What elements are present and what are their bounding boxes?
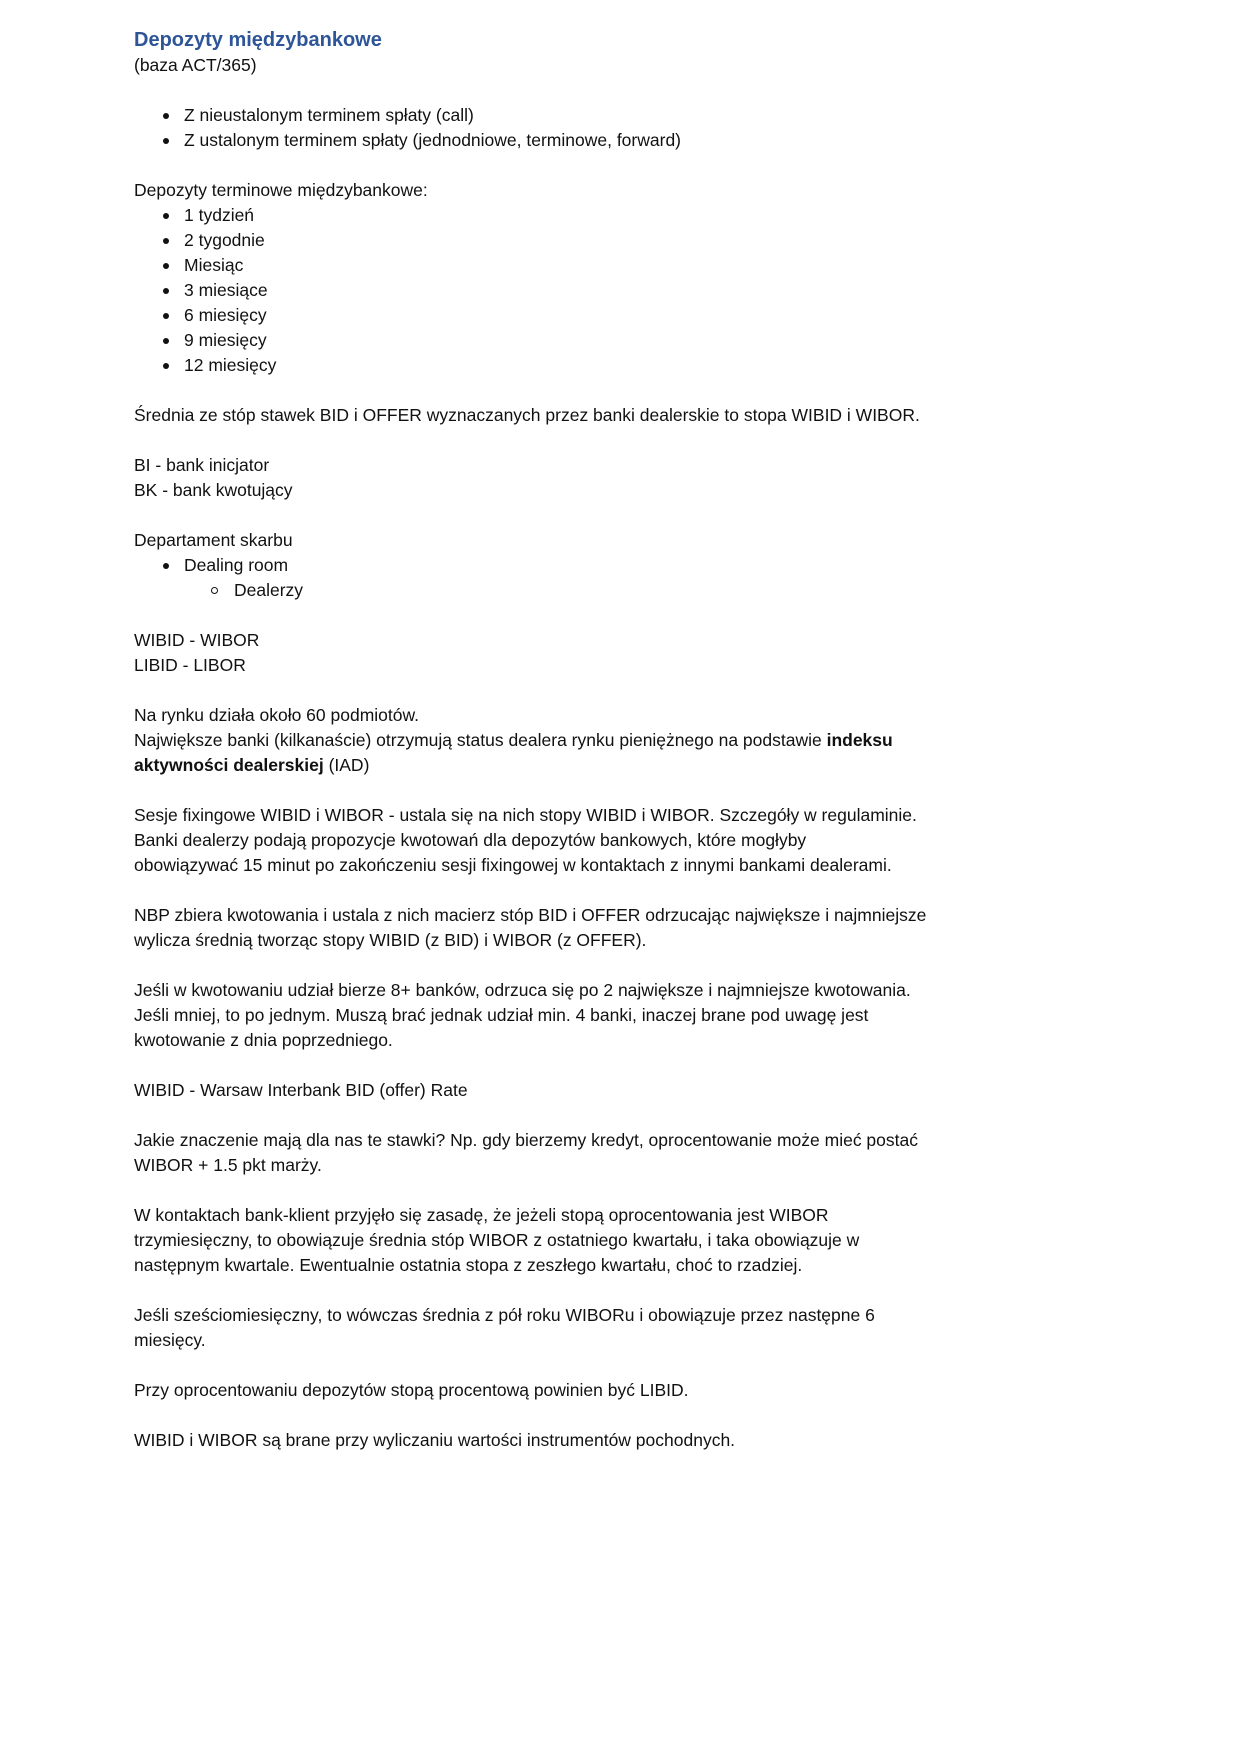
paragraph: Jeśli w kwotowaniu udział bierze 8+ banków, odrzuca się po 2 największe i najmniejsze kwotowania. [134,980,911,1000]
list-item: 9 miesięcy [134,328,1242,353]
paragraph: Przy oprocentowaniu depozytów stopą procentową powinien być LIBID. [134,1380,689,1400]
list-item: Miesiąc [134,253,1242,278]
paragraph: WIBID i WIBOR są brane przy wyliczaniu wartości instrumentów pochodnych. [134,1430,736,1450]
bold-text: indeksu [826,730,893,750]
list-item: Z nieustalonym terminem spłaty (call) [134,103,1242,128]
list-item: 1 tydzień [134,203,1242,228]
bold-text: aktywności dealerskiej [134,755,324,775]
list-item: 6 miesięcy [134,303,1242,328]
paragraph: WIBID - WIBOR [134,630,260,650]
list-item: 12 miesięcy [134,353,1242,378]
paragraph: WIBOR + 1.5 pkt marży. [134,1155,322,1175]
paragraph: obowiązywać 15 minut po zakończeniu sesji fixingowej w kontaktach z innymi bankami dealerami. [134,855,892,875]
paragraph: Jeśli sześciomiesięczny, to wówczas średnia z pół roku WIBORu i obowiązuje przez następne 6 [134,1305,875,1325]
paragraph: Jakie znaczenie mają dla nas te stawki? Np. gdy bierzemy kredyt, oprocentowanie może mieć postać [134,1130,918,1150]
paragraph: W kontaktach bank-klient przyjęło się zasadę, że jeżeli stopą oprocentowania jest WIBOR [134,1205,829,1225]
paragraph: Sesje fixingowe WIBID i WIBOR - ustala się na nich stopy WIBID i WIBOR. Szczegóły w regulaminie. [134,805,917,825]
list-item: 3 miesiące [134,278,1242,303]
paragraph: NBP zbiera kwotowania i ustala z nich macierz stóp BID i OFFER odrzucając największe i najmniejsze [134,905,927,925]
paragraph: LIBID - LIBOR [134,655,246,675]
list-item: 2 tygodnie [134,228,1242,253]
subtitle: (baza ACT/365) [134,55,257,75]
text: (IAD) [323,755,370,775]
paragraph: następnym kwartale. Ewentualnie ostatnia stopa z zeszłego kwartału, choć to rzadziej. [134,1255,803,1275]
paragraph: WIBID - Warsaw Interbank BID (offer) Rate [134,1080,468,1100]
paragraph: miesięcy. [134,1330,206,1350]
paragraph: Jeśli mniej, to po jednym. Muszą brać jednak udział min. 4 banki, inaczej brane pod uwagę jest [134,1005,869,1025]
paragraph: wylicza średnią tworząc stopy WIBID (z BID) i WIBOR (z OFFER). [134,930,647,950]
document-page [134,28,1242,1453]
paragraph: Departament skarbu [134,530,293,550]
paragraph: Średnia ze stóp stawek BID i OFFER wyznaczanych przez banki dealerskie to stopa WIBID i WIBOR. [134,405,920,425]
paragraph: Banki dealerzy podają propozycje kwotowań dla depozytów bankowych, które mogłyby [134,830,807,850]
paragraph: kwotowanie z dnia poprzedniego. [134,1030,393,1050]
list-item: Dealing room [134,553,1242,578]
document-title: Depozyty międzybankowe [134,29,382,51]
sub-list-item: Dealerzy [134,578,1242,603]
paragraph [134,753,1242,778]
paragraph [134,728,1242,753]
list-item: Z ustalonym terminem spłaty (jednodniowe, terminowe, forward) [134,128,1242,153]
terms-heading: Depozyty terminowe międzybankowe: [134,180,428,200]
paragraph: BK - bank kwotujący [134,480,293,500]
paragraph: Na rynku działa około 60 podmiotów. [134,705,420,725]
paragraph: BI - bank inicjator [134,455,270,475]
text: Największe banki (kilkanaście) otrzymują status dealera rynku pieniężnego na podstawie [134,730,827,750]
paragraph: trzymiesięczny, to obowiązuje średnia stóp WIBOR z ostatniego kwartału, i taka obowiązuje w [134,1230,860,1250]
